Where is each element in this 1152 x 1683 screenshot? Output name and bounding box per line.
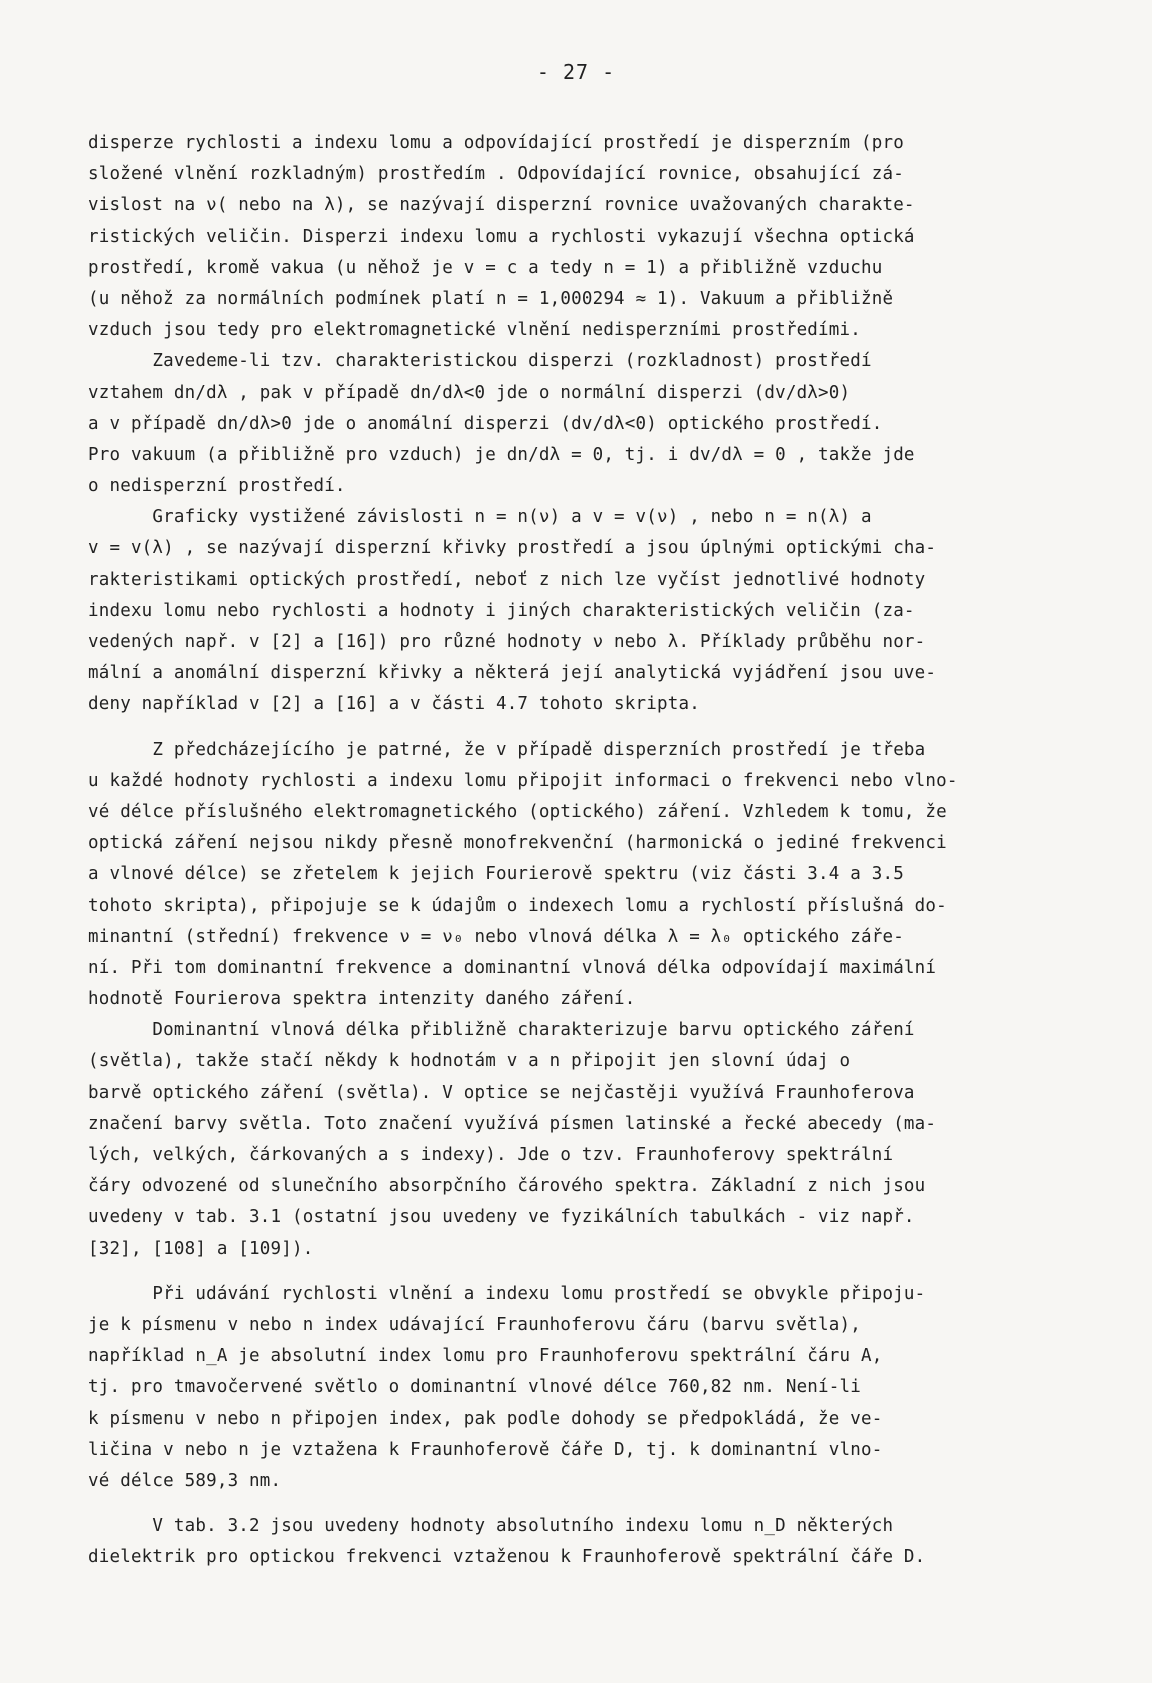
text-line: vé délce 589,3 nm. [88,1470,282,1491]
text-line: o nedisperzní prostředí. [88,476,346,497]
text-line: značení barvy světla. Toto značení využívá písmen latinské a řecké abecedy (ma- [88,1113,937,1134]
text-line: dielektrik pro optickou frekvenci vztaženou k Fraunhoferově spektrální čáře D. [88,1547,926,1568]
text-line: rakteristikami optických prostředí, neboť z nich lze vyčíst jednotlivé hodnoty [88,569,926,590]
text-line: vztahem dn/dλ , pak v případě dn/dλ<0 jde o normální disperzi (dv/dλ>0) [88,382,851,403]
text-line: vzduch jsou tedy pro elektromagnetické vlnění nedisperzními prostředími. [88,320,861,341]
text-line: složené vlnění rozkladným) prostředím . Odpovídající rovnice, obsahující zá- [88,164,904,185]
text-line: (světla), takže stačí někdy k hodnotám v a n připojit jen slovní údaj o [88,1051,851,1072]
text-line: čáry odvozené od slunečního absorpčního čárového spektra. Základní z nich jsou [88,1176,926,1197]
text-line: Při udávání rychlosti vlnění a indexu lomu prostředí se obvykle připoju- [88,1283,926,1304]
text-line: Graficky vystižené závislosti n = n(ν) a v = v(ν) , nebo n = n(λ) a [88,507,872,528]
text-line: a vlnové délce) se zřetelem k jejich Fourierově spektru (viz části 3.4 a 3.5 [88,864,904,885]
text-line: [32], [108] a [109]). [88,1238,314,1259]
text-line: optická záření nejsou nikdy přesně monofrekvenční (harmonická o jediné frekvenci [88,833,947,854]
body-text [88,128,1088,1573]
paragraph-gap [88,1497,1088,1511]
text-line: Z předcházejícího je patrné, že v případě disperzních prostředí je třeba [88,739,926,760]
text-line: indexu lomu nebo rychlosti a hodnoty i jiných charakteristických veličin (za- [88,600,915,621]
text-line: Dominantní vlnová délka přibližně charakterizuje barvu optického záření [88,1020,915,1041]
text-line: tohoto skripta), připojuje se k údajům o indexech lomu a rychlostí příslušná do- [88,895,947,916]
paragraph [88,1511,1088,1573]
text-line: barvě optického záření (světla). V optice se nejčastěji využívá Fraunhoferova [88,1082,915,1103]
paragraph [88,346,1088,720]
text-line: vedených např. v [2] a [16]) pro různé hodnoty ν nebo λ. Příklady průběhu nor- [88,632,926,652]
text-line: lých, velkých, čárkovaných a s indexy). Jde o tzv. Fraunhoferovy spektrální [88,1145,894,1165]
paragraph-gap [88,1265,1088,1279]
paragraph [88,735,1088,1265]
paragraph-gap [88,721,1088,735]
text-line: uvedeny v tab. 3.1 (ostatní jsou uvedeny ve fyzikálních tabulkách - viz např. [88,1207,915,1228]
text-line: mální a anomální disperzní křivky a některá její analytická vyjádření jsou uve- [88,663,937,684]
text-line: prostředí, kromě vakua (u něhož je v = c a tedy n = 1) a přibližně vzduchu [88,257,883,278]
paragraph [88,1279,1088,1497]
paragraph [88,128,1088,346]
text-line: disperze rychlosti a indexu lomu a odpovídající prostředí je disperzním (pro [88,133,904,153]
text-line: vé délce příslušného elektromagnetického (optického) záření. Vzhledem k tomu, že [88,801,947,822]
text-line: ristických veličin. Disperzi indexu lomu a rychlosti vykazují všechna optická [88,226,915,247]
text-line: vislost na ν( nebo na λ), se nazývají disperzní rovnice uvažovaných charakte- [88,195,915,216]
text-line: minantní (střední) frekvence ν = ν₀ nebo vlnová délka λ = λ₀ optického záře- [88,926,904,947]
text-line: je k písmenu v nebo n index udávající Fraunhoferovu čáru (barvu světla), [88,1314,861,1335]
text-line: deny například v [2] a [16] a v části 4.7 tohoto skripta. [88,694,700,715]
text-line: a v případě dn/dλ>0 jde o anomální disperzi (dv/dλ<0) optického prostředí. [88,413,883,434]
text-line: ní. Při tom dominantní frekvence a dominantní vlnová délka odpovídají maximální [88,957,937,978]
text-line: Zavedeme-li tzv. charakteristickou disperzi (rozkladnost) prostředí [88,351,872,372]
text-line: (u něhož za normálních podmínek platí n = 1,000294 ≈ 1). Vakuum a přibližně [88,288,894,309]
text-line: tj. pro tmavočervené světlo o dominantní vlnové délce 760,82 nm. Není-li [88,1377,861,1398]
text-line: hodnotě Fourierova spektra intenzity daného záření. [88,989,636,1010]
text-line: například n_A je absolutní index lomu pro Fraunhoferovu spektrální čáru A, [88,1346,883,1367]
text-line: k písmenu v nebo n připojen index, pak podle dohody se předpokládá, že ve- [88,1408,883,1429]
text-line: u každé hodnoty rychlosti a indexu lomu připojit informaci o frekvenci nebo vlno- [88,770,958,791]
text-line: Pro vakuum (a přibližně pro vzduch) je dn/dλ = 0, tj. i dv/dλ = 0 , takže jde [88,444,915,465]
text-line: ličina v nebo n je vztažena k Fraunhoferově čáře D, tj. k dominantní vlno- [88,1439,883,1460]
page-number: - 27 - [536,60,616,84]
text-line: V tab. 3.2 jsou uvedeny hodnoty absolutního indexu lomu n_D některých [88,1516,894,1537]
text-line: v = v(λ) , se nazývají disperzní křivky prostředí a jsou úplnými optickými cha- [88,538,937,559]
